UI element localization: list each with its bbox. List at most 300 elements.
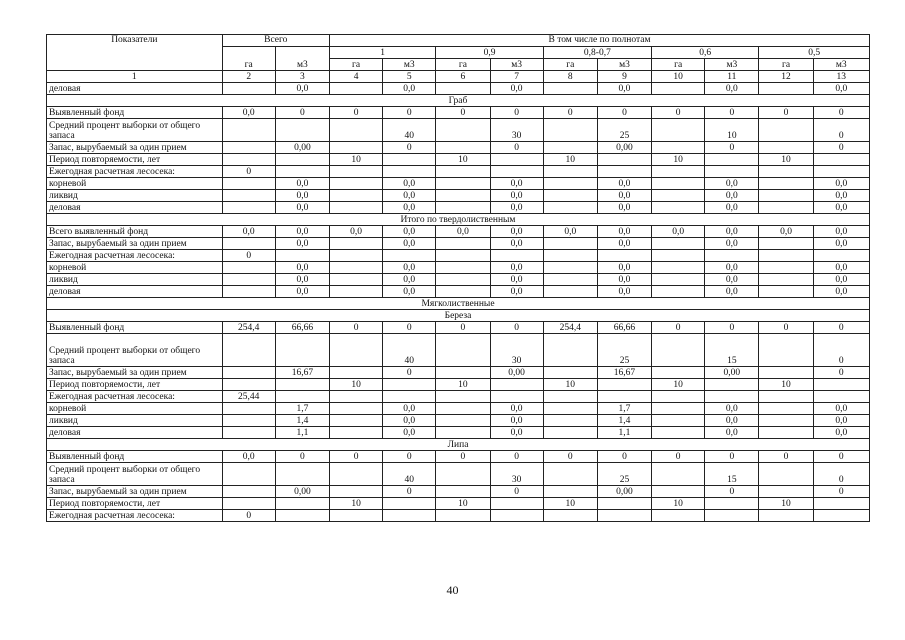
table-cell [705,250,759,262]
table-cell [222,274,275,286]
table-cell [597,498,651,510]
table-cell [759,391,813,403]
table-cell [652,190,705,202]
table-cell [652,250,705,262]
table-cell: 0,0 [490,83,543,95]
table-cell: 0,0 [275,286,329,298]
table-row [47,379,870,391]
table-cell: 0,00 [275,142,329,154]
table-cell [329,83,382,95]
table-cell: 0,0 [597,286,651,298]
table-cell: 0,0 [383,190,436,202]
table-cell [813,154,869,166]
table-cell: 0,0 [222,451,275,463]
table-cell [490,498,543,510]
table-cell: 0,0 [597,274,651,286]
table-cell [222,403,275,415]
table-cell [222,142,275,154]
table-row [47,403,870,415]
table-cell: 1,7 [597,403,651,415]
table-cell [543,367,597,379]
table-cell [543,427,597,439]
table-cell: 0 [759,451,813,463]
table-cell: 0 [275,107,329,119]
table-cell: 0 [652,107,705,119]
table-cell: 0 [652,451,705,463]
table-cell: 0,0 [383,202,436,214]
header-indicators: Показатели [47,35,223,71]
table-cell [222,178,275,190]
row-label: ликвид [47,415,223,427]
row-label: корневой [47,178,223,190]
table-cell [652,178,705,190]
table-cell [222,154,275,166]
table-cell [275,166,329,178]
table-row [47,83,870,95]
column-number: 3 [275,71,329,83]
table-cell: 0 [490,142,543,154]
table-cell: 0 [543,451,597,463]
table-cell: 16,67 [275,367,329,379]
column-number: 13 [813,71,869,83]
column-number: 4 [329,71,382,83]
header-density-06: 0,6 [652,47,759,59]
table-cell: 0 [813,486,869,498]
table-cell [436,367,490,379]
table-cell [813,379,869,391]
table-cell [383,154,436,166]
table-cell [329,486,382,498]
table-cell: 0 [759,322,813,334]
table-cell [705,391,759,403]
table-cell [543,178,597,190]
table-cell [652,367,705,379]
table-cell: 0,0 [383,403,436,415]
row-label: Выявленный фонд [47,451,223,463]
table-cell [597,391,651,403]
row-label: ликвид [47,274,223,286]
row-label: Запас, вырубаемый за один прием [47,486,223,498]
table-cell: 0 [490,486,543,498]
table-cell: 0,0 [543,226,597,238]
table-cell [490,166,543,178]
table-row [47,451,870,463]
table-cell: 16,67 [597,367,651,379]
table-cell [222,367,275,379]
page-number: 40 [446,583,459,597]
table-cell: 0 [813,463,869,486]
table-cell [759,83,813,95]
table-cell: 0 [543,107,597,119]
table-cell: 0,0 [490,202,543,214]
table-cell [329,142,382,154]
table-cell [436,286,490,298]
table-cell: 0 [490,322,543,334]
table-cell: 0,0 [597,202,651,214]
column-number: 10 [652,71,705,83]
table-cell: 0 [813,119,869,142]
row-label: Ежегодная расчетная лесосека: [47,391,223,403]
table-cell: 66,66 [275,322,329,334]
table-cell [329,510,382,522]
table-cell: 0,0 [813,415,869,427]
table-row [47,510,870,522]
table-cell: 0,0 [597,226,651,238]
table-cell [275,391,329,403]
column-number: 1 [47,71,223,83]
table-cell: 0,0 [597,178,651,190]
table-cell [597,166,651,178]
table-cell: 0 [813,322,869,334]
table-cell [329,367,382,379]
header-total: Всего [222,35,329,47]
table-cell: 0,0 [597,262,651,274]
table-cell: 0 [652,322,705,334]
table-cell [759,367,813,379]
table-cell: 0 [383,486,436,498]
table-cell [759,190,813,202]
table-row [47,262,870,274]
table-cell [652,486,705,498]
table-cell [222,486,275,498]
table-cell [543,334,597,367]
table-cell [490,154,543,166]
table-cell [329,202,382,214]
table-cell [222,427,275,439]
table-cell [652,286,705,298]
table-cell [759,427,813,439]
table-cell: 0,0 [436,226,490,238]
table-cell [652,391,705,403]
table-cell [759,262,813,274]
table-cell [436,119,490,142]
header-total-m3: м3 [275,47,329,71]
section-row [47,439,870,451]
table-cell: 15 [705,463,759,486]
table-cell: 40 [383,119,436,142]
table-cell [436,83,490,95]
table-cell [222,334,275,367]
table-cell: 0,0 [383,83,436,95]
table-cell: 0,00 [597,486,651,498]
table-cell: 0,0 [597,190,651,202]
row-label: Ежегодная расчетная лесосека: [47,510,223,522]
table-cell [759,250,813,262]
table-cell: 0 [705,451,759,463]
table-cell [490,250,543,262]
section-title: Итого по твердолиственным [47,214,870,226]
table-cell [329,166,382,178]
table-cell [543,238,597,250]
table-cell: 0,0 [383,286,436,298]
table-cell: 0,0 [705,403,759,415]
table-cell [652,83,705,95]
table-cell: 0,0 [275,226,329,238]
table-cell: 254,4 [222,322,275,334]
table-cell [759,286,813,298]
table-cell [759,463,813,486]
table-cell [652,274,705,286]
table-cell: 25 [597,334,651,367]
table-row [47,498,870,510]
section-title: Граб [47,95,870,107]
table-cell: 0,0 [275,83,329,95]
row-label: Средний процент выборки от общего запаса [47,463,223,486]
header-unit: га [759,59,813,71]
table-cell [652,262,705,274]
row-label: деловая [47,202,223,214]
section-row [47,95,870,107]
row-label: Запас, вырубаемый за один прием [47,238,223,250]
row-label: Выявленный фонд [47,322,223,334]
table-cell [652,510,705,522]
table-cell [597,154,651,166]
table-cell [813,250,869,262]
table-cell [759,274,813,286]
header-unit: га [652,59,705,71]
table-cell: 0 [329,322,382,334]
table-cell: 10 [436,498,490,510]
table-cell: 0,0 [490,226,543,238]
table-cell: 0 [597,107,651,119]
table-cell: 0,0 [275,202,329,214]
row-label: Период повторяемости, лет [47,379,223,391]
table-row [47,250,870,262]
table-row [47,142,870,154]
table-cell: 10 [329,498,382,510]
table-cell [543,142,597,154]
section-title: Береза [47,310,870,322]
table-cell [329,415,382,427]
table-cell [275,119,329,142]
row-label: Ежегодная расчетная лесосека: [47,166,223,178]
table-cell: 0,0 [490,274,543,286]
table-cell: 10 [329,379,382,391]
row-label: Запас, вырубаемый за один прием [47,142,223,154]
header-density-1: 1 [329,47,435,59]
table-cell [813,391,869,403]
table-cell [436,463,490,486]
table-cell [652,463,705,486]
table-row [47,166,870,178]
table-cell: 254,4 [543,322,597,334]
column-number: 8 [543,71,597,83]
row-label: Выявленный фонд [47,107,223,119]
header-unit: м3 [383,59,436,71]
table-cell [652,334,705,367]
table-cell: 0,0 [705,274,759,286]
table-cell [329,463,382,486]
row-label: Средний процент выборки от общего запаса [47,334,223,367]
table-cell [490,379,543,391]
table-cell [652,415,705,427]
header-unit: м3 [813,59,869,71]
table-cell: 0,0 [813,238,869,250]
table-cell: 0,0 [329,226,382,238]
table-cell [383,391,436,403]
table-cell: 0 [383,322,436,334]
table-row [47,107,870,119]
row-label: корневой [47,262,223,274]
table-cell [436,202,490,214]
table-cell: 10 [759,379,813,391]
table-cell: 1,1 [275,427,329,439]
table-cell: 0,0 [705,202,759,214]
column-number: 11 [705,71,759,83]
table-cell [329,190,382,202]
table-cell: 0 [436,322,490,334]
table-cell: 0 [383,367,436,379]
table-cell: 0 [705,142,759,154]
table-cell [490,391,543,403]
column-number: 7 [490,71,543,83]
table-cell [222,415,275,427]
table-row [47,334,870,367]
table-cell [652,119,705,142]
table-cell [329,286,382,298]
table-cell: 0,0 [597,83,651,95]
table-cell [222,119,275,142]
table-cell: 25,44 [222,391,275,403]
table-row [47,274,870,286]
table-cell: 0,0 [813,262,869,274]
table-cell [652,238,705,250]
table-cell [759,334,813,367]
table-row [47,322,870,334]
table-cell [652,403,705,415]
table-cell [543,463,597,486]
table-cell [652,166,705,178]
table-cell [543,510,597,522]
table-cell [329,403,382,415]
section-title: Липа [47,439,870,451]
table-cell: 0,00 [705,367,759,379]
table-cell: 10 [543,498,597,510]
table-row [47,427,870,439]
table-cell: 0,0 [490,286,543,298]
table-cell [383,379,436,391]
table-cell [543,190,597,202]
table-cell [759,238,813,250]
table-cell [436,190,490,202]
header-total-ha: га [222,47,275,71]
table-cell: 10 [329,154,382,166]
table-cell [759,166,813,178]
table-cell: 0,0 [490,178,543,190]
header-unit: га [329,59,382,71]
table-cell [759,202,813,214]
table-cell [543,119,597,142]
table-cell: 0,0 [383,274,436,286]
section-row [47,310,870,322]
table-cell [222,498,275,510]
table-cell [275,379,329,391]
table-cell [543,262,597,274]
table-cell [222,190,275,202]
column-number: 5 [383,71,436,83]
table-cell [436,238,490,250]
table-cell: 0,0 [705,190,759,202]
table-cell: 0,0 [652,226,705,238]
table-cell: 0,0 [759,226,813,238]
table-cell: 10 [652,379,705,391]
table-cell: 10 [543,379,597,391]
header-density-09: 0,9 [436,47,543,59]
header-unit: га [543,59,597,71]
table-cell [543,250,597,262]
table-cell: 0 [705,107,759,119]
table-row [47,119,870,142]
table-cell [436,250,490,262]
table-cell: 0 [275,451,329,463]
table-cell: 0,0 [490,262,543,274]
table-cell [543,286,597,298]
table-cell: 40 [383,334,436,367]
table-cell [275,154,329,166]
table-cell [383,498,436,510]
table-cell [436,510,490,522]
table-cell [597,510,651,522]
table-cell: 15 [705,334,759,367]
table-cell: 10 [652,498,705,510]
table-cell: 30 [490,119,543,142]
table-cell [222,262,275,274]
table-cell: 10 [436,154,490,166]
table-cell: 1,1 [597,427,651,439]
table-cell: 0,0 [275,262,329,274]
table-cell: 0 [222,166,275,178]
table-cell: 0,0 [222,107,275,119]
table-row [47,190,870,202]
table-cell: 1,4 [275,415,329,427]
table-cell: 10 [759,498,813,510]
table-cell: 0 [436,451,490,463]
table-cell [436,415,490,427]
row-label: Средний процент выборки от общего запаса [47,119,223,142]
table-cell: 0 [759,107,813,119]
table-cell: 0 [383,142,436,154]
table-cell [705,166,759,178]
table-cell [597,250,651,262]
table-cell: 40 [383,463,436,486]
row-label: Период повторяемости, лет [47,498,223,510]
table-cell: 0,0 [813,190,869,202]
header-including: В том числе по полнотам [329,35,869,47]
table-cell: 10 [652,154,705,166]
table-cell: 0,0 [813,274,869,286]
table-cell: 0 [383,451,436,463]
header-density-08-07: 0,8-0,7 [543,47,651,59]
table-cell [436,262,490,274]
table-cell: 0,0 [813,178,869,190]
table-row [47,391,870,403]
table-cell [543,415,597,427]
table-cell: 0,0 [383,226,436,238]
table-cell: 0,0 [813,83,869,95]
table-cell [436,391,490,403]
column-number: 2 [222,71,275,83]
table-cell [813,510,869,522]
table-cell: 0,0 [222,226,275,238]
table-cell: 0,0 [813,427,869,439]
table-row [47,178,870,190]
table-cell [222,286,275,298]
table-cell [759,142,813,154]
table-cell [383,166,436,178]
table-cell: 0 [813,451,869,463]
table-cell [329,178,382,190]
table-cell: 10 [705,119,759,142]
